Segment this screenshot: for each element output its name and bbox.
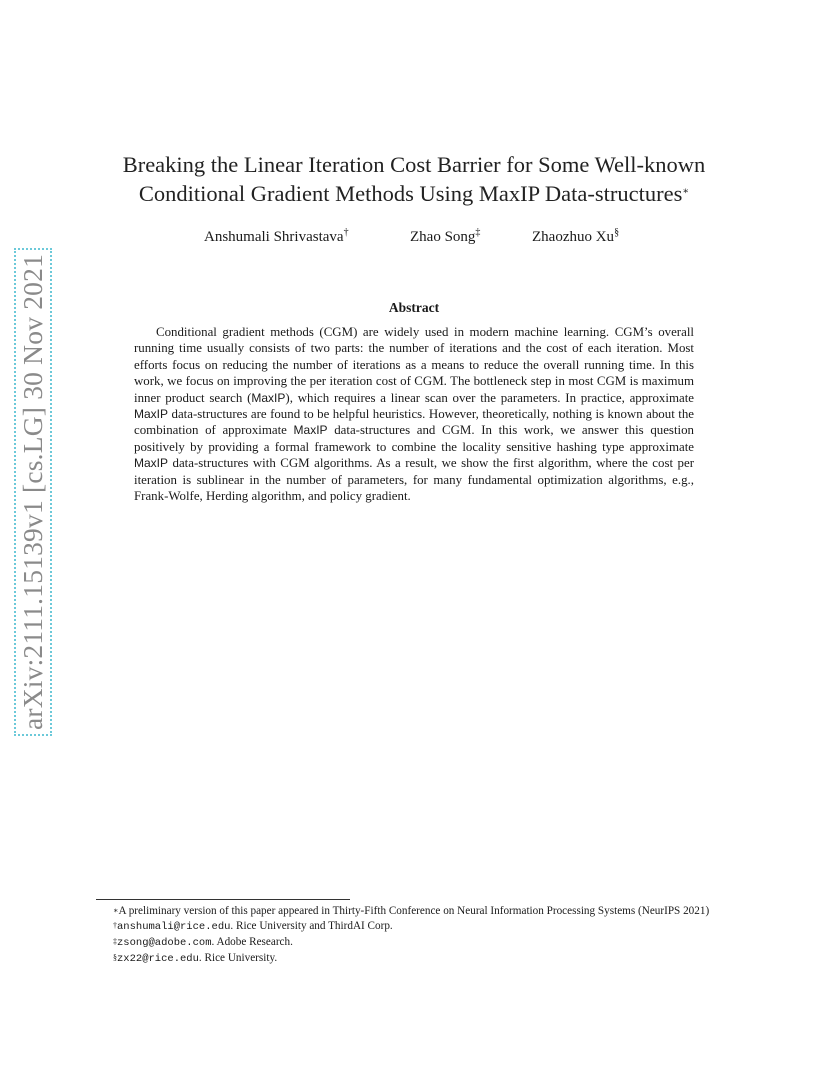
footnote-preliminary-version: ∗A preliminary version of this paper appeared in Thirty-Fifth Conference on Neural Information Processing Systems (NeurIPS 2021) [113,905,710,917]
email-link[interactable]: anshumali@rice.edu [117,921,231,933]
email-link[interactable]: zx22@rice.edu [117,953,199,965]
maxip-term: MaxIP [293,423,328,438]
maxip-term: MaxIP [134,407,169,422]
title-line-1: Breaking the Linear Iteration Cost Barrier for Some Well-known [122,152,706,177]
arxiv-identifier-stamp: arXiv:2111.15139v1 [cs.LG] 30 Nov 2021 [17,253,48,731]
author-footnote-mark: ‡ [475,227,481,238]
maxip-term: MaxIP [134,456,169,471]
author-shrivastava: Anshumali Shrivastava† [204,227,349,245]
author-xu: Zhaozhuo Xu§ [532,227,620,245]
footnote-rule [96,899,350,900]
email-link[interactable]: zsong@adobe.com [117,937,212,949]
title-footnote-mark: ∗ [682,186,690,197]
paper-title [60,150,768,208]
abstract-body: Conditional gradient methods (CGM) are widely used in modern machine learning. CGM’s overall running time usually consists of two parts: the number of iterations and the cost of each iteration. Most efforts focus on reducing the number of iterations as a means to reduce the overall running time. In this work, we focus on improving the per iteration cost of CGM. The bottleneck step in most CGM is maximum inner product search (MaxIP), which requires a linear scan over the parameters. In practice, approximate MaxIP data-structures are found to be helpful heuristics. However, theoretically, nothing is known about the combination of approximate MaxIP data-structures and CGM. In this work, we answer this question positively by providing a formal framework to combine the locality sensitive hashing type approximate MaxIP data-structures with CGM algorithms. As a result, we show the first algorithm, where the cost per iteration is sublinear in the number of parameters, for many fundamental optimization algorithms, e.g., Frank-Wolfe, Herding algorithm, and policy gradient. [134,325,694,504]
author-list [100,229,728,251]
footnotes [96,904,732,967]
footnote-song: ‡zsong@adobe.com. Adobe Research. [113,936,293,949]
author-footnote-mark: † [343,227,349,238]
abstract-heading: Abstract [388,300,440,315]
footnote-xu: §zx22@rice.edu. Rice University. [113,952,278,965]
title-line-2: Conditional Gradient Methods Using MaxIP Data-structures∗ [138,181,690,206]
author-footnote-mark: § [614,227,620,238]
maxip-term: MaxIP [251,390,286,405]
footnote-shrivastava: †anshumali@rice.edu. Rice University and ThirdAI Corp. [113,920,393,933]
author-song: Zhao Song‡ [410,227,481,245]
